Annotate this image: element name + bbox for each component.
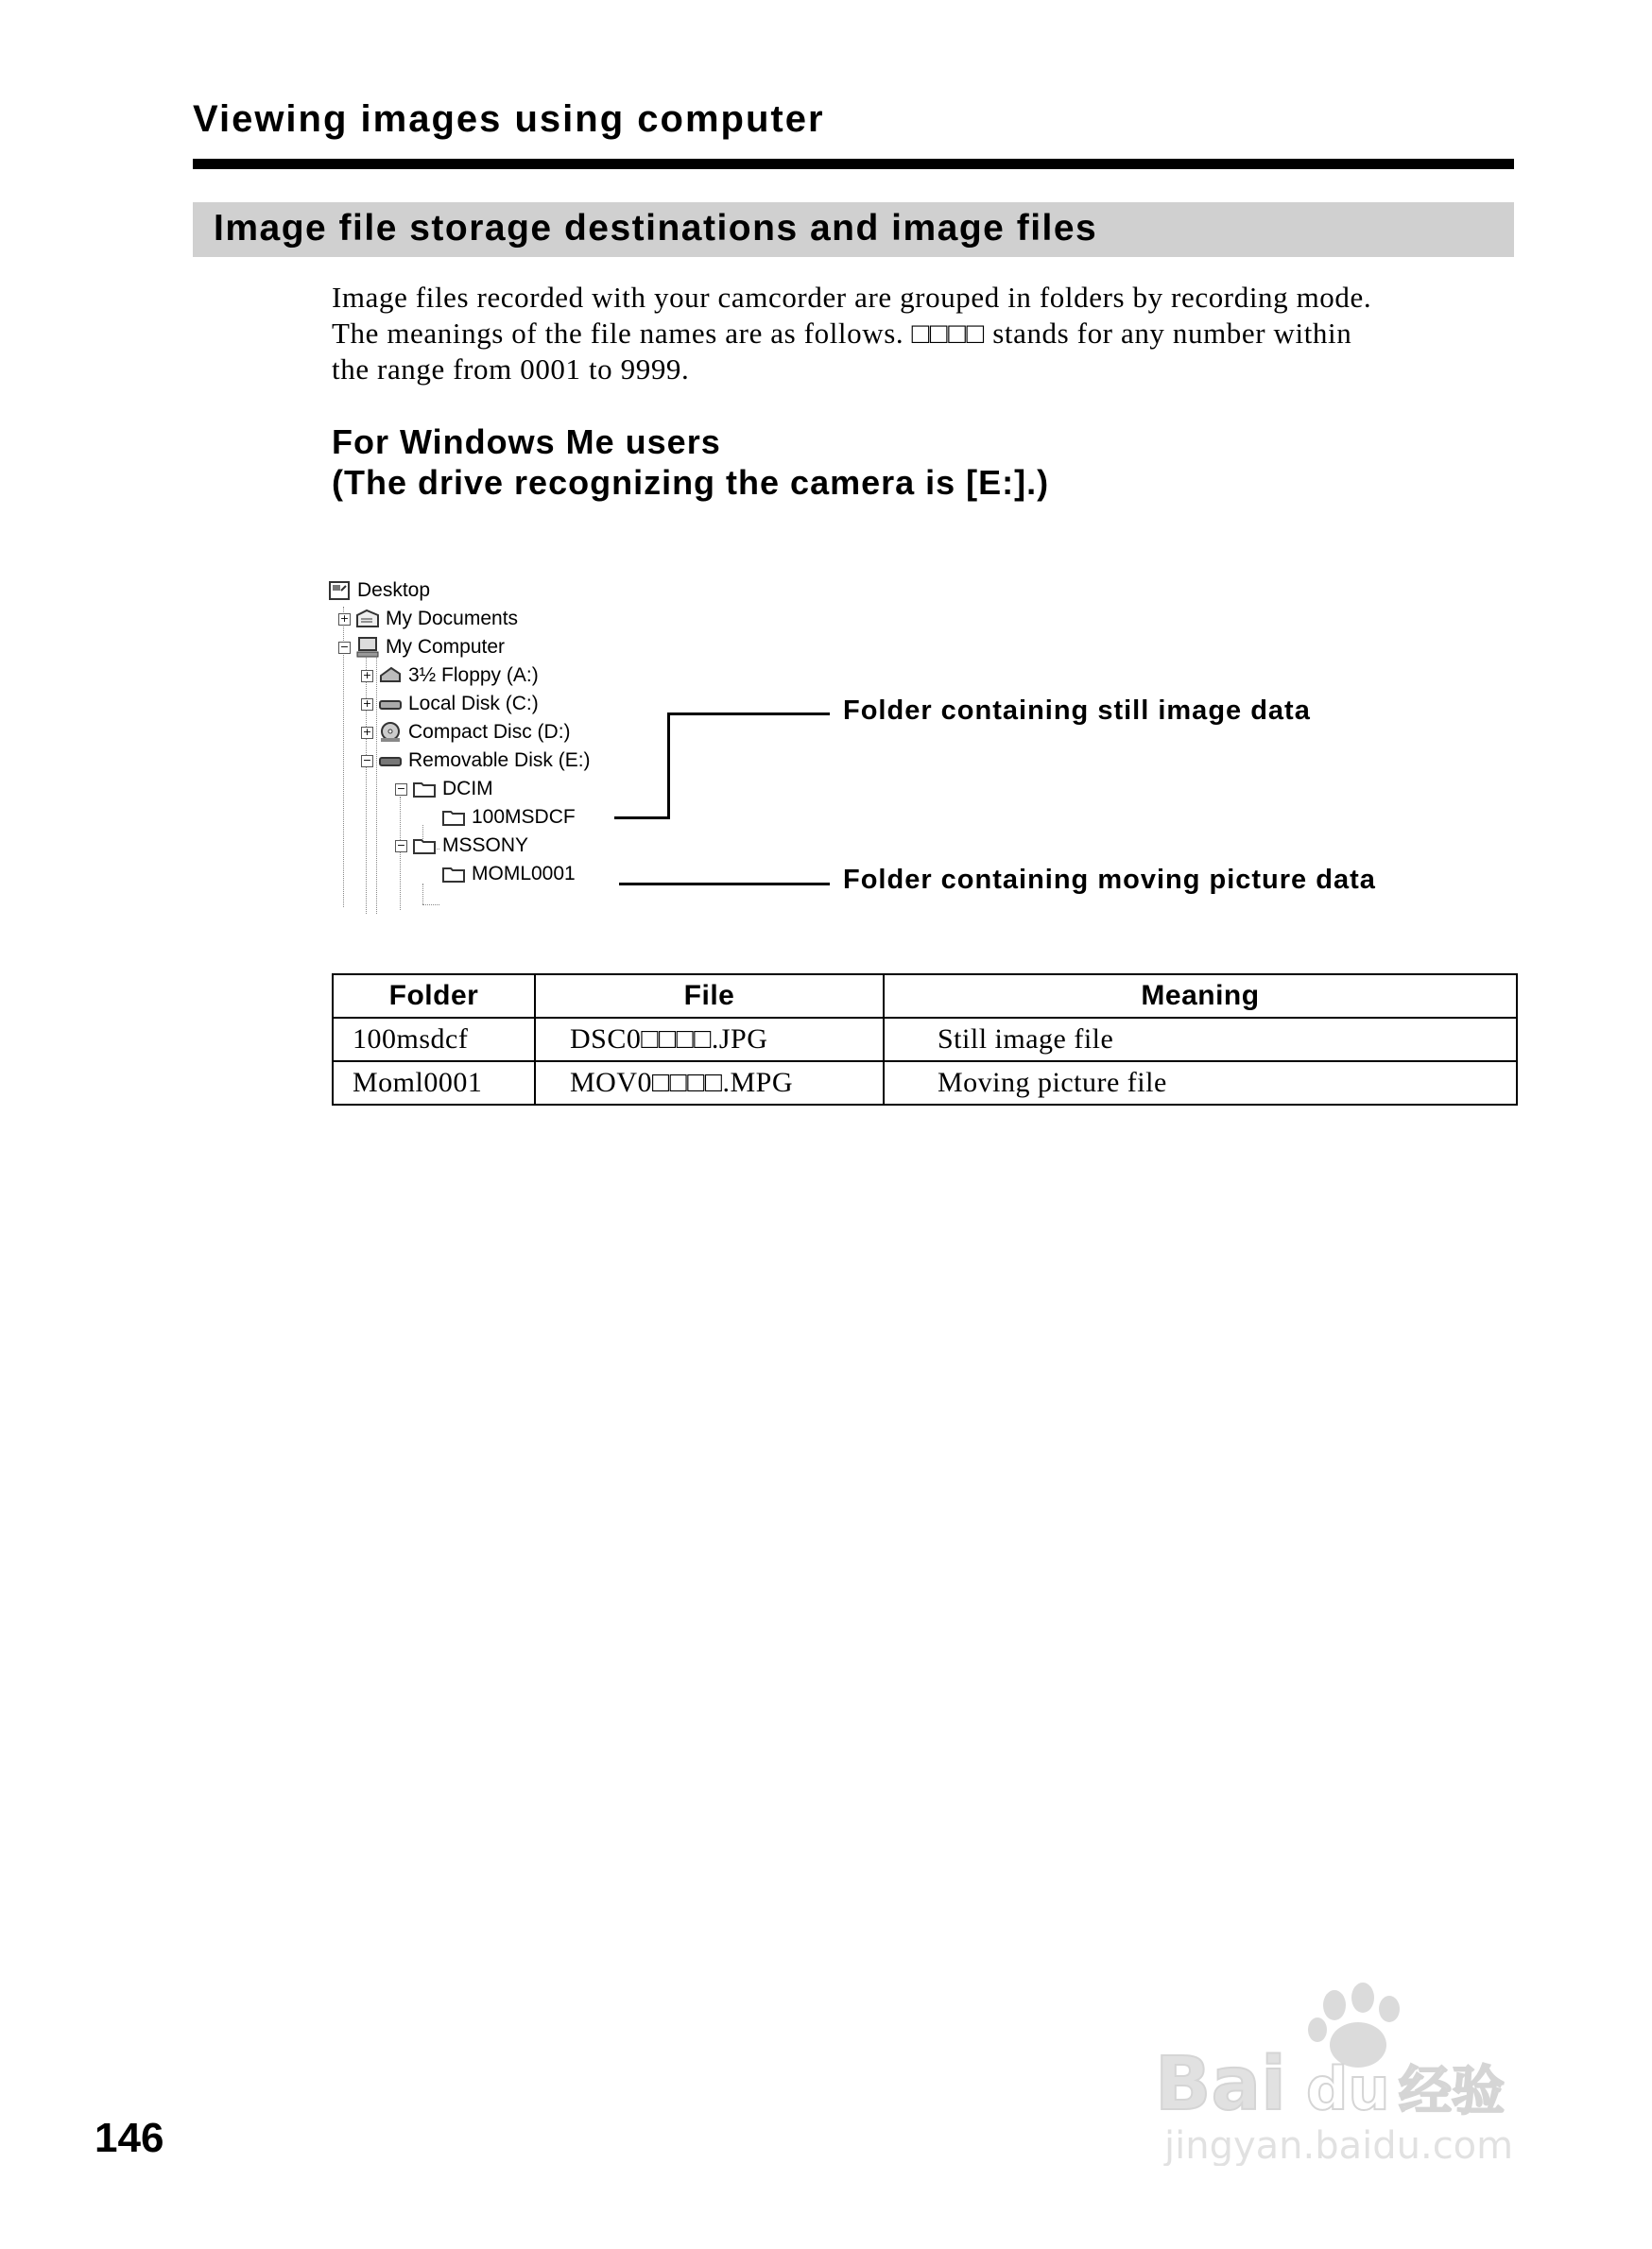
svg-text:经验: 经验 [1399,2061,1505,2122]
column-header-folder: Folder [333,974,535,1018]
folder-icon [441,863,466,885]
tree-item-label: 100MSDCF [472,806,576,828]
svg-text:du: du [1306,2054,1390,2123]
heading-line: For Windows Me users [332,422,721,461]
page-header-title: Viewing images using computer [193,98,825,140]
section-header-bar [193,202,1514,257]
tree-item-local-disk[interactable] [361,690,539,718]
callout-line-still [614,816,669,819]
tree-item-label: Local Disk (C:) [408,693,539,714]
heading-line: (The drive recognizing the camera is [E:].) [332,463,1050,502]
tree-item-label: My Computer [386,636,506,658]
folder-icon [412,778,437,800]
cell-file: MOV0□□□□.MPG [535,1061,884,1105]
expand-plus-icon[interactable]: + [362,669,372,681]
tree-item-label: My Documents [386,608,519,629]
header-rule [193,159,1514,169]
tree-item-my-computer[interactable] [338,633,505,661]
expand-plus-icon[interactable]: + [362,697,372,710]
tree-item-label: MOML0001 [472,863,576,884]
tree-item-label: MSSONY [442,834,529,856]
computer-icon [355,636,380,659]
disk-icon [378,693,403,715]
tree-item-label: Desktop [357,579,431,601]
collapse-minus-icon[interactable]: − [362,754,372,766]
callout-line-still [667,713,670,819]
tree-item-compact-disc[interactable] [361,718,571,747]
tree-item-floppy[interactable] [361,661,539,690]
tree-item-label: 3½ Floppy (A:) [408,664,539,686]
column-header-meaning: Meaning [884,974,1517,1018]
cd-icon [378,721,403,744]
cell-file: DSC0□□□□.JPG [535,1018,884,1061]
intro-line: the range from 0001 to 9999. [332,352,690,386]
callout-still-image: Folder containing still image data [843,695,1311,726]
tree-item-label: DCIM [442,778,493,799]
file-meaning-table [332,973,1518,1106]
tree-item-100msdcf[interactable] [441,803,576,832]
baidu-watermark-logo [1155,1977,1552,2166]
windows-me-heading [332,421,1049,503]
cell-meaning: Still image file [884,1018,1517,1061]
table-row [333,1018,1517,1061]
folder-icon [441,806,466,829]
expand-plus-icon[interactable]: + [362,726,372,738]
tree-item-label: Removable Disk (E:) [408,749,591,771]
documents-icon [355,608,380,630]
collapse-minus-icon[interactable]: − [339,641,350,653]
intro-line: The meanings of the file names are as follows. □□□□ stands for any number within [332,317,1352,350]
callout-line-moving [619,883,830,885]
tree-item-removable-disk[interactable] [361,747,591,775]
explorer-tree [321,576,643,907]
collapse-minus-icon[interactable]: − [396,839,406,851]
svg-text:Bai: Bai [1155,2042,1286,2127]
desktop-icon [327,579,352,602]
folder-icon [412,834,437,857]
table-header-row [333,974,1517,1018]
page-number: 146 [95,2115,164,2161]
intro-paragraph [332,280,1513,387]
cell-folder: 100msdcf [333,1018,535,1061]
tree-item-label: Compact Disc (D:) [408,721,571,743]
tree-item-my-documents[interactable] [338,605,518,633]
tree-item-moml0001[interactable] [441,860,576,888]
expand-plus-icon[interactable]: + [339,612,350,625]
section-title: Image file storage destinations and image files [214,208,1098,249]
intro-line: Image files recorded with your camcorder are grouped in folders by recording mode. [332,281,1372,314]
disk-icon [378,749,403,772]
collapse-minus-icon[interactable]: − [396,782,406,795]
svg-text:jingyan.baidu.com: jingyan.baidu.com [1164,2124,1514,2166]
table-row [333,1061,1517,1105]
cell-meaning: Moving picture file [884,1061,1517,1105]
tree-item-desktop[interactable] [327,576,430,605]
callout-line-still [667,712,830,715]
tree-item-dcim[interactable] [395,775,493,803]
tree-item-mssony[interactable] [395,832,528,860]
cell-folder: Moml0001 [333,1061,535,1105]
floppy-icon [378,664,403,687]
column-header-file: File [535,974,884,1018]
callout-moving-picture: Folder containing moving picture data [843,865,1376,895]
